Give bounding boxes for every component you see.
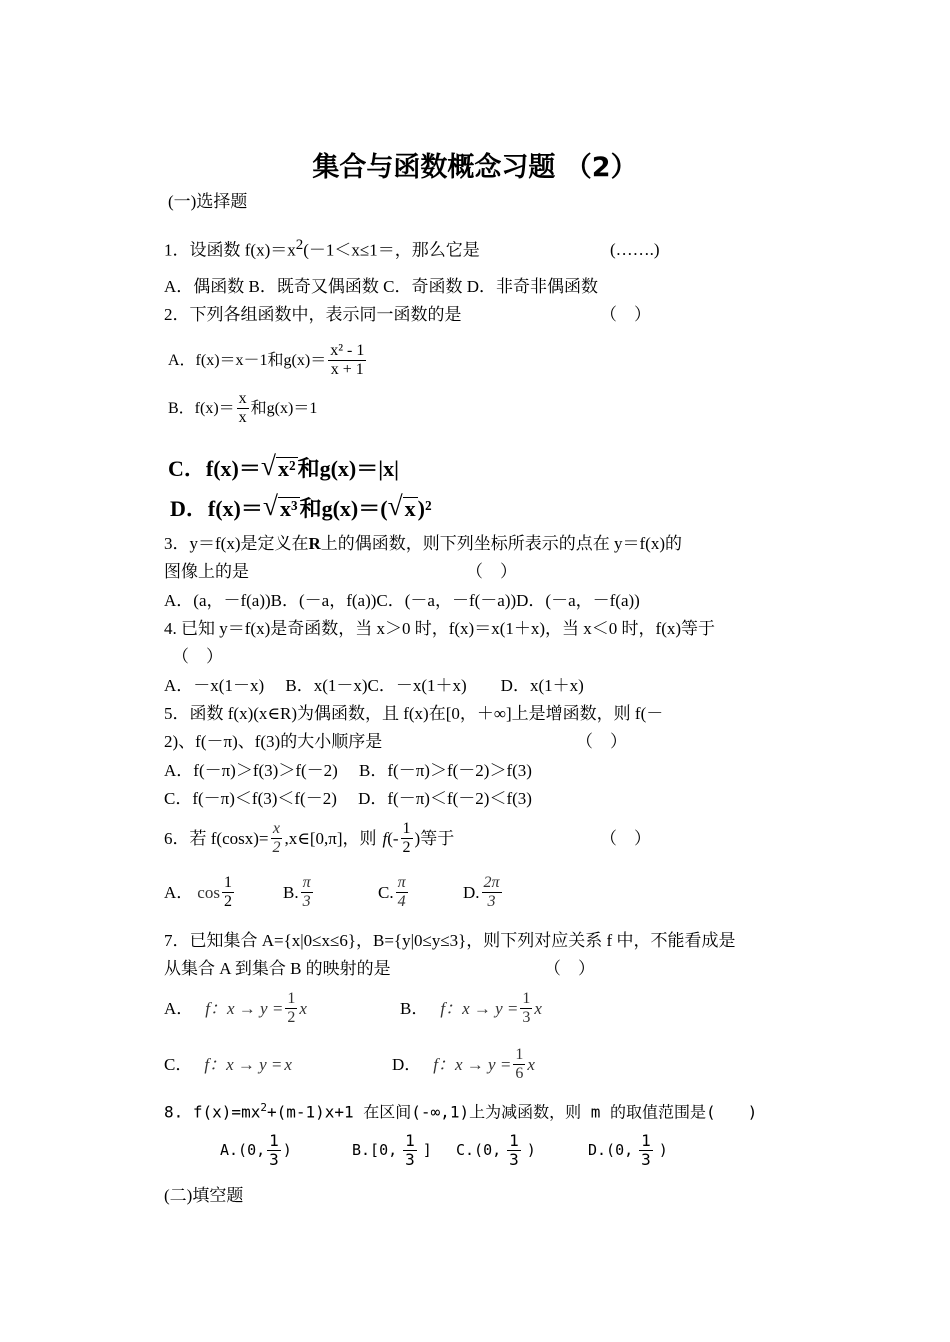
q8-a-denominator: 3 [269,1150,279,1170]
q7-b-var: x [534,999,542,1019]
q6-b-denominator: 3 [302,893,311,911]
q2-d-radicand-2: x [404,495,416,521]
q6-d-label: D. [463,883,480,903]
q3-options: A．(a，－f(a))B．(－a，f(a))C．(－a，－f(－a))D．(－a，－f(a)) [164,591,640,610]
question-1 [164,238,480,259]
q2-c-radicand: x² [277,455,296,481]
q6-c-denominator: 4 [397,893,406,911]
q7-a-label: A． [164,999,194,1019]
page-title: 集合与函数概念习题 （2） [312,152,638,183]
q6-f2-numerator: 1 [401,820,413,839]
q6-fraction-1 [270,820,282,858]
q8-d-denominator: 3 [641,1150,651,1170]
q7-c-rhs: x [284,1055,292,1074]
q5-options-cd: C．f(－π)＜f(3)＜f(－2) D．f(－π)＜f(－2)＜f(3) [164,789,532,808]
q7-c-mapping: f：x → y = [204,1055,283,1074]
q6-prefix: 6．若 f(cosx)= [164,829,269,849]
q2-option-a [168,342,368,380]
q7-a-fraction [285,990,297,1028]
q8-c-numerator: 1 [509,1131,519,1150]
q1-exponent: 2 [295,237,304,253]
sqrt-icon: √ x [387,490,416,521]
q3-line-2: 图像上的是 [164,562,249,581]
q5-answer-paren: （ ） [576,732,627,751]
q6-suffix: )等于 [414,829,455,849]
q3-line-1 [164,535,682,552]
q6-option-d [463,874,504,912]
q4-line-1: 4. 已知 y＝f(x)是奇函数，当 x＞0 时，f(x)＝x(1＋x)，当 x＜0 时，f(x)等于 [164,619,716,638]
q6-a-denominator: 2 [223,893,232,911]
q2-a-denominator: x + 1 [330,361,364,379]
q8-c-denominator: 3 [509,1150,519,1170]
q6-f-open: (- [387,829,399,849]
q7-option-b [400,990,542,1028]
q2-b-fraction [237,390,249,428]
q7-answer-paren: （ ） [544,959,595,978]
q6-a-fraction [222,874,234,912]
q6-a-cos: cos [197,883,220,903]
q7-d-label: D． [392,1055,422,1075]
q6-d-denominator: 3 [487,893,496,911]
q6-a-label: A． [164,883,194,903]
q2-a-prefix: A．f(x)＝x－1和g(x)＝ [168,351,327,369]
section-fill-heading: (二)填空题 [164,1186,244,1205]
q6-f1-denominator: 2 [272,839,281,857]
q2-b-prefix: B．f(x)＝ [168,399,235,417]
q7-d-mapping: f：x → y = [433,1055,512,1075]
q1-stem-b: (－1＜x≤1＝，那么它是 [303,240,480,260]
q6-option-b [283,874,315,912]
q4-options: A．－x(1－x) B．x(1－x)C．－x(1＋x) D．x(1＋x) [164,676,584,695]
q2-d-middle: 和g(x)＝( [299,495,388,521]
q8-b-suffix: ] [422,1141,432,1160]
q6-fraction-2 [401,820,413,858]
q7-b-mapping: f：x → y = [440,999,519,1019]
q8-option-a [220,1132,292,1170]
q8-a-fraction [267,1132,281,1170]
q8-line-1 [164,1102,757,1120]
q2-c-prefix: C．f(x)＝ [168,455,261,481]
q6-middle: ,x∈[0,π]，则 [284,829,377,849]
q7-d-var: x [527,1055,535,1075]
q8-d-fraction [639,1132,653,1170]
q2-option-c [168,452,399,480]
q7-option-a [164,990,307,1028]
q6-func-f: f [382,829,388,849]
q8-b-prefix: B.[0, [352,1141,398,1160]
section-choice-heading: (一)选择题 [168,192,248,211]
q8-c-prefix: C.(0, [456,1141,502,1160]
q8-b-denominator: 3 [405,1150,415,1170]
q2-option-d [170,492,432,520]
q6-b-fraction [301,874,313,912]
q8-option-c [456,1132,536,1170]
q2-a-numerator: x² - 1 [328,342,366,361]
q2-a-fraction [328,342,366,380]
q7-b-denominator: 3 [522,1009,531,1027]
q7-line-1: 7．已知集合 A={x|0≤x≤6}，B={y|0≤y≤3}，则下列对应关系 f 中，不能看成是 [164,931,736,950]
q2-answer-paren: （ ） [600,305,651,324]
q8-exponent: 2 [260,1101,267,1114]
sqrt-icon: √ x³ [262,490,298,521]
question-6 [164,820,454,858]
q5-line-2: 2)、f(－π)、f(3)的大小顺序是 [164,732,383,751]
q2-b-numerator: x [237,390,249,409]
q6-option-c [378,874,410,912]
q8-d-suffix: ) [658,1141,668,1160]
q8-c-suffix: ) [526,1141,536,1160]
q8-d-prefix: D.(0, [588,1141,634,1160]
q6-answer-paren: （ ） [600,829,651,848]
q7-a-numerator: 1 [285,990,297,1009]
q7-d-fraction [513,1046,525,1084]
q1-answer-paren: (…….) [610,240,660,259]
q1-stem-a: 1．设函数 f(x)＝x [164,240,296,260]
q2-b-suffix: 和g(x)＝1 [250,399,318,417]
q3-stem-b: 上的偶函数，则下列坐标所表示的点在 y＝f(x)的 [320,534,682,553]
q8-c-fraction [507,1132,521,1170]
q1-options: A．偶函数 B．既奇又偶函数 C．奇函数 D．非奇非偶函数 [164,277,598,296]
q8-d-numerator: 1 [641,1131,651,1150]
q7-d-numerator: 1 [513,1046,525,1065]
q8-option-b [352,1132,432,1170]
q6-b-numerator: π [301,874,313,893]
q3-answer-paren: （ ） [466,562,517,581]
q7-a-mapping: f：x → y = [205,999,284,1019]
q8-a-numerator: 1 [269,1131,279,1150]
q4-answer-paren: （ ） [172,647,223,666]
q8-stem-a: 8. f(x)=mx [164,1102,261,1122]
q6-a-numerator: 1 [222,874,234,893]
q7-c-label: C． [164,1055,193,1074]
q8-option-d [588,1132,668,1170]
q6-c-label: C. [378,883,394,903]
q7-b-fraction [520,990,532,1028]
q7-option-d [392,1046,535,1084]
q7-line-2: 从集合 A 到集合 B 的映射的是 [164,959,391,978]
q5-options-ab: A．f(－π)＞f(3)＞f(－2) B．f(－π)＞f(－2)＞f(3) [164,761,532,780]
q2-c-suffix: 和g(x)＝|x| [297,455,399,481]
q8-b-fraction [403,1132,417,1170]
q8-a-suffix: ) [282,1141,292,1160]
q2-option-b [168,390,317,428]
q7-a-denominator: 2 [287,1009,296,1027]
q7-option-c [164,1056,292,1073]
q2-d-prefix: D．f(x)＝ [170,495,263,521]
q6-f2-denominator: 2 [402,839,411,857]
q3-set-r: R [308,534,321,553]
q8-b-numerator: 1 [405,1131,415,1150]
q2-stem: 2．下列各组函数中，表示同一函数的是 [164,305,462,324]
q6-d-numerator: 2π [482,874,502,893]
q6-b-label: B. [283,883,299,903]
q8-a-prefix: A.(0, [220,1141,266,1160]
q2-d-radicand: x³ [279,495,298,521]
q7-a-var: x [299,999,307,1019]
q6-c-fraction [396,874,408,912]
q6-d-fraction [482,874,502,912]
q8-stem-b: +(m-1)x+1 在区间(-∞,1)上为减函数，则 m 的取值范围是( ) [266,1102,758,1122]
q6-f1-numerator: x [271,820,282,839]
q7-d-denominator: 6 [515,1065,524,1083]
q5-line-1: 5．函数 f(x)(x∈R)为偶函数，且 f(x)在[0，＋∞]上是增函数，则 f(－ [164,704,664,723]
q2-b-denominator: x [238,409,247,427]
q7-b-label: B． [400,999,429,1019]
q6-c-numerator: π [396,874,408,893]
sqrt-icon: √ x² [260,450,296,481]
q7-b-numerator: 1 [520,990,532,1009]
q2-d-suffix: )² [417,495,432,521]
q6-option-a [164,874,236,912]
q3-stem-a: 3．y＝f(x)是定义在 [164,534,309,553]
